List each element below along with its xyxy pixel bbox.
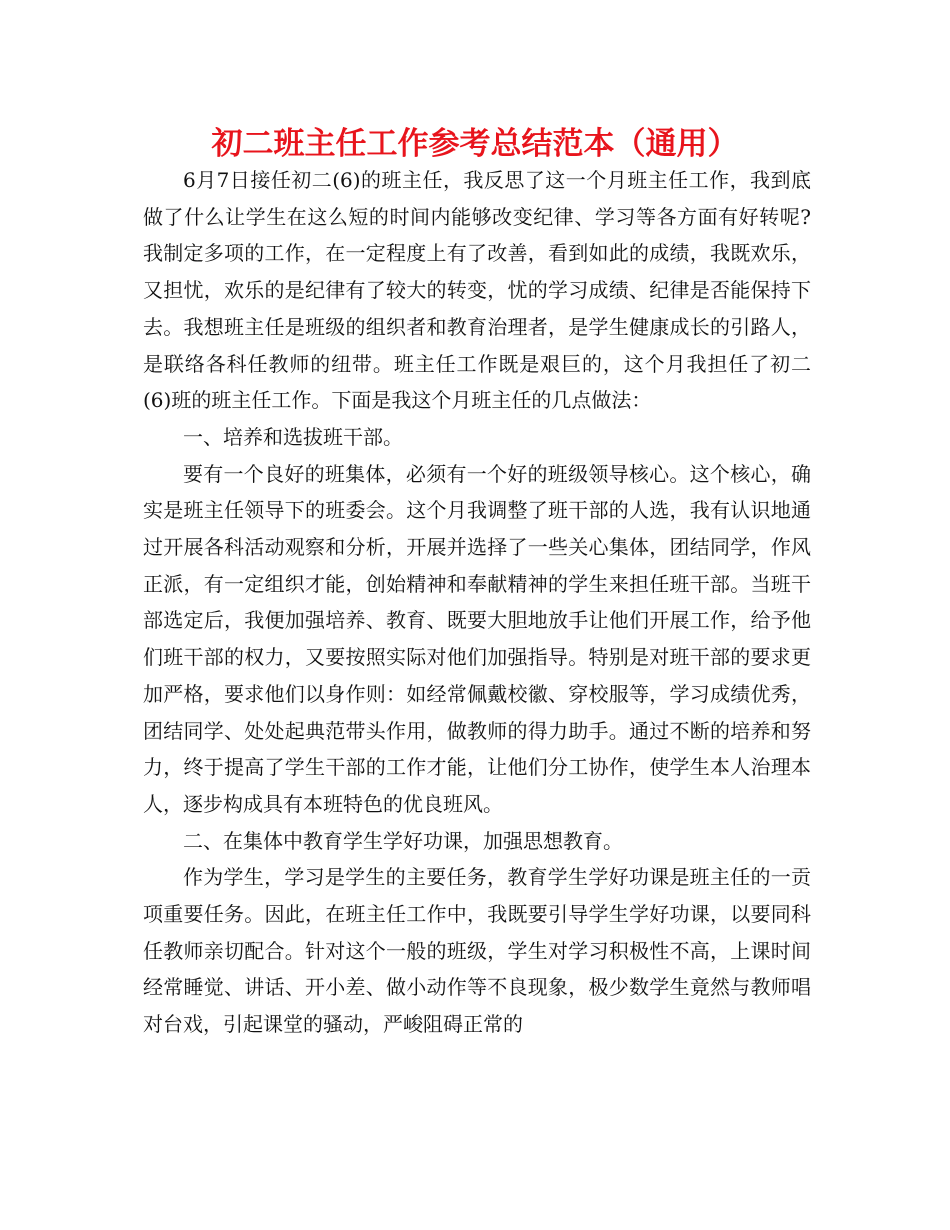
paragraph-section-1: 要有一个良好的班集体，必须有一个好的班级领导核心。这个核心，确实是班主任领导下的班委会。这个月我调整了班干部的人选，我有认识地通过开展各科活动观察和分析，开展并选择了一些关心集体，团结同学，作风正派，有一定组织才能，创始精神和奉献精神的学生来担任班干部。当班干部选定后，我便加强培养、教育、既要大胆地放手让他们开展工作，给予他们班干部的权力，又要按照实际对他们加强指导。特别是对班干部的要求更加严格，要求他们以身作则：如经常佩戴校徽、穿校服等，学习成绩优秀，团结同学、处处起典范带头作用，做教师的得力助手。通过不断的培养和努力，终于提高了学生干部的工作才能，让他们分工协作，使学生本人治理本人，逐步构成具有本班特色的优良班风。 xyxy=(143,461,811,816)
section-heading-2: 二、在集体中教育学生学好功课，加强思想教育。 xyxy=(183,828,623,853)
section-heading-1: 一、培养和选拔班干部。 xyxy=(183,424,403,449)
paragraph-section-2: 作为学生，学习是学生的主要任务，教育学生学好功课是班主任的一贡项重要任务。因此，在班主任工作中，我既要引导学生学好功课，以要同科任教师亲切配合。针对这个一般的班级，学生对学习积极性不高，上课时间经常睡觉、讲话、开小差、做小动作等不良现象，极少数学生竟然与教师唱对台戏，引起课堂的骚动，严峻阻碍正常的 xyxy=(143,865,811,1037)
paragraph-intro: 6月7日接任初二(6)的班主任，我反思了这一个月班主任工作，我到底做了什么让学生在这么短的时间内能够改变纪律、学习等各方面有好转呢?我制定多项的工作，在一定程度上有了改善，看到如此的成绩，我既欢乐，又担忧，欢乐的是纪律有了较大的转变，忧的学习成绩、纪律是否能保持下去。我想班主任是班级的组织者和教育治理者，是学生健康成长的引路人，是联络各科任教师的纽带。班主任工作既是艰巨的，这个月我担任了初二(6)班的班主任工作。下面是我这个月班主任的几点做法： xyxy=(143,168,811,413)
document-body xyxy=(143,162,811,1043)
document-title: 初二班主任工作参考总结范本（通用） xyxy=(211,126,739,162)
